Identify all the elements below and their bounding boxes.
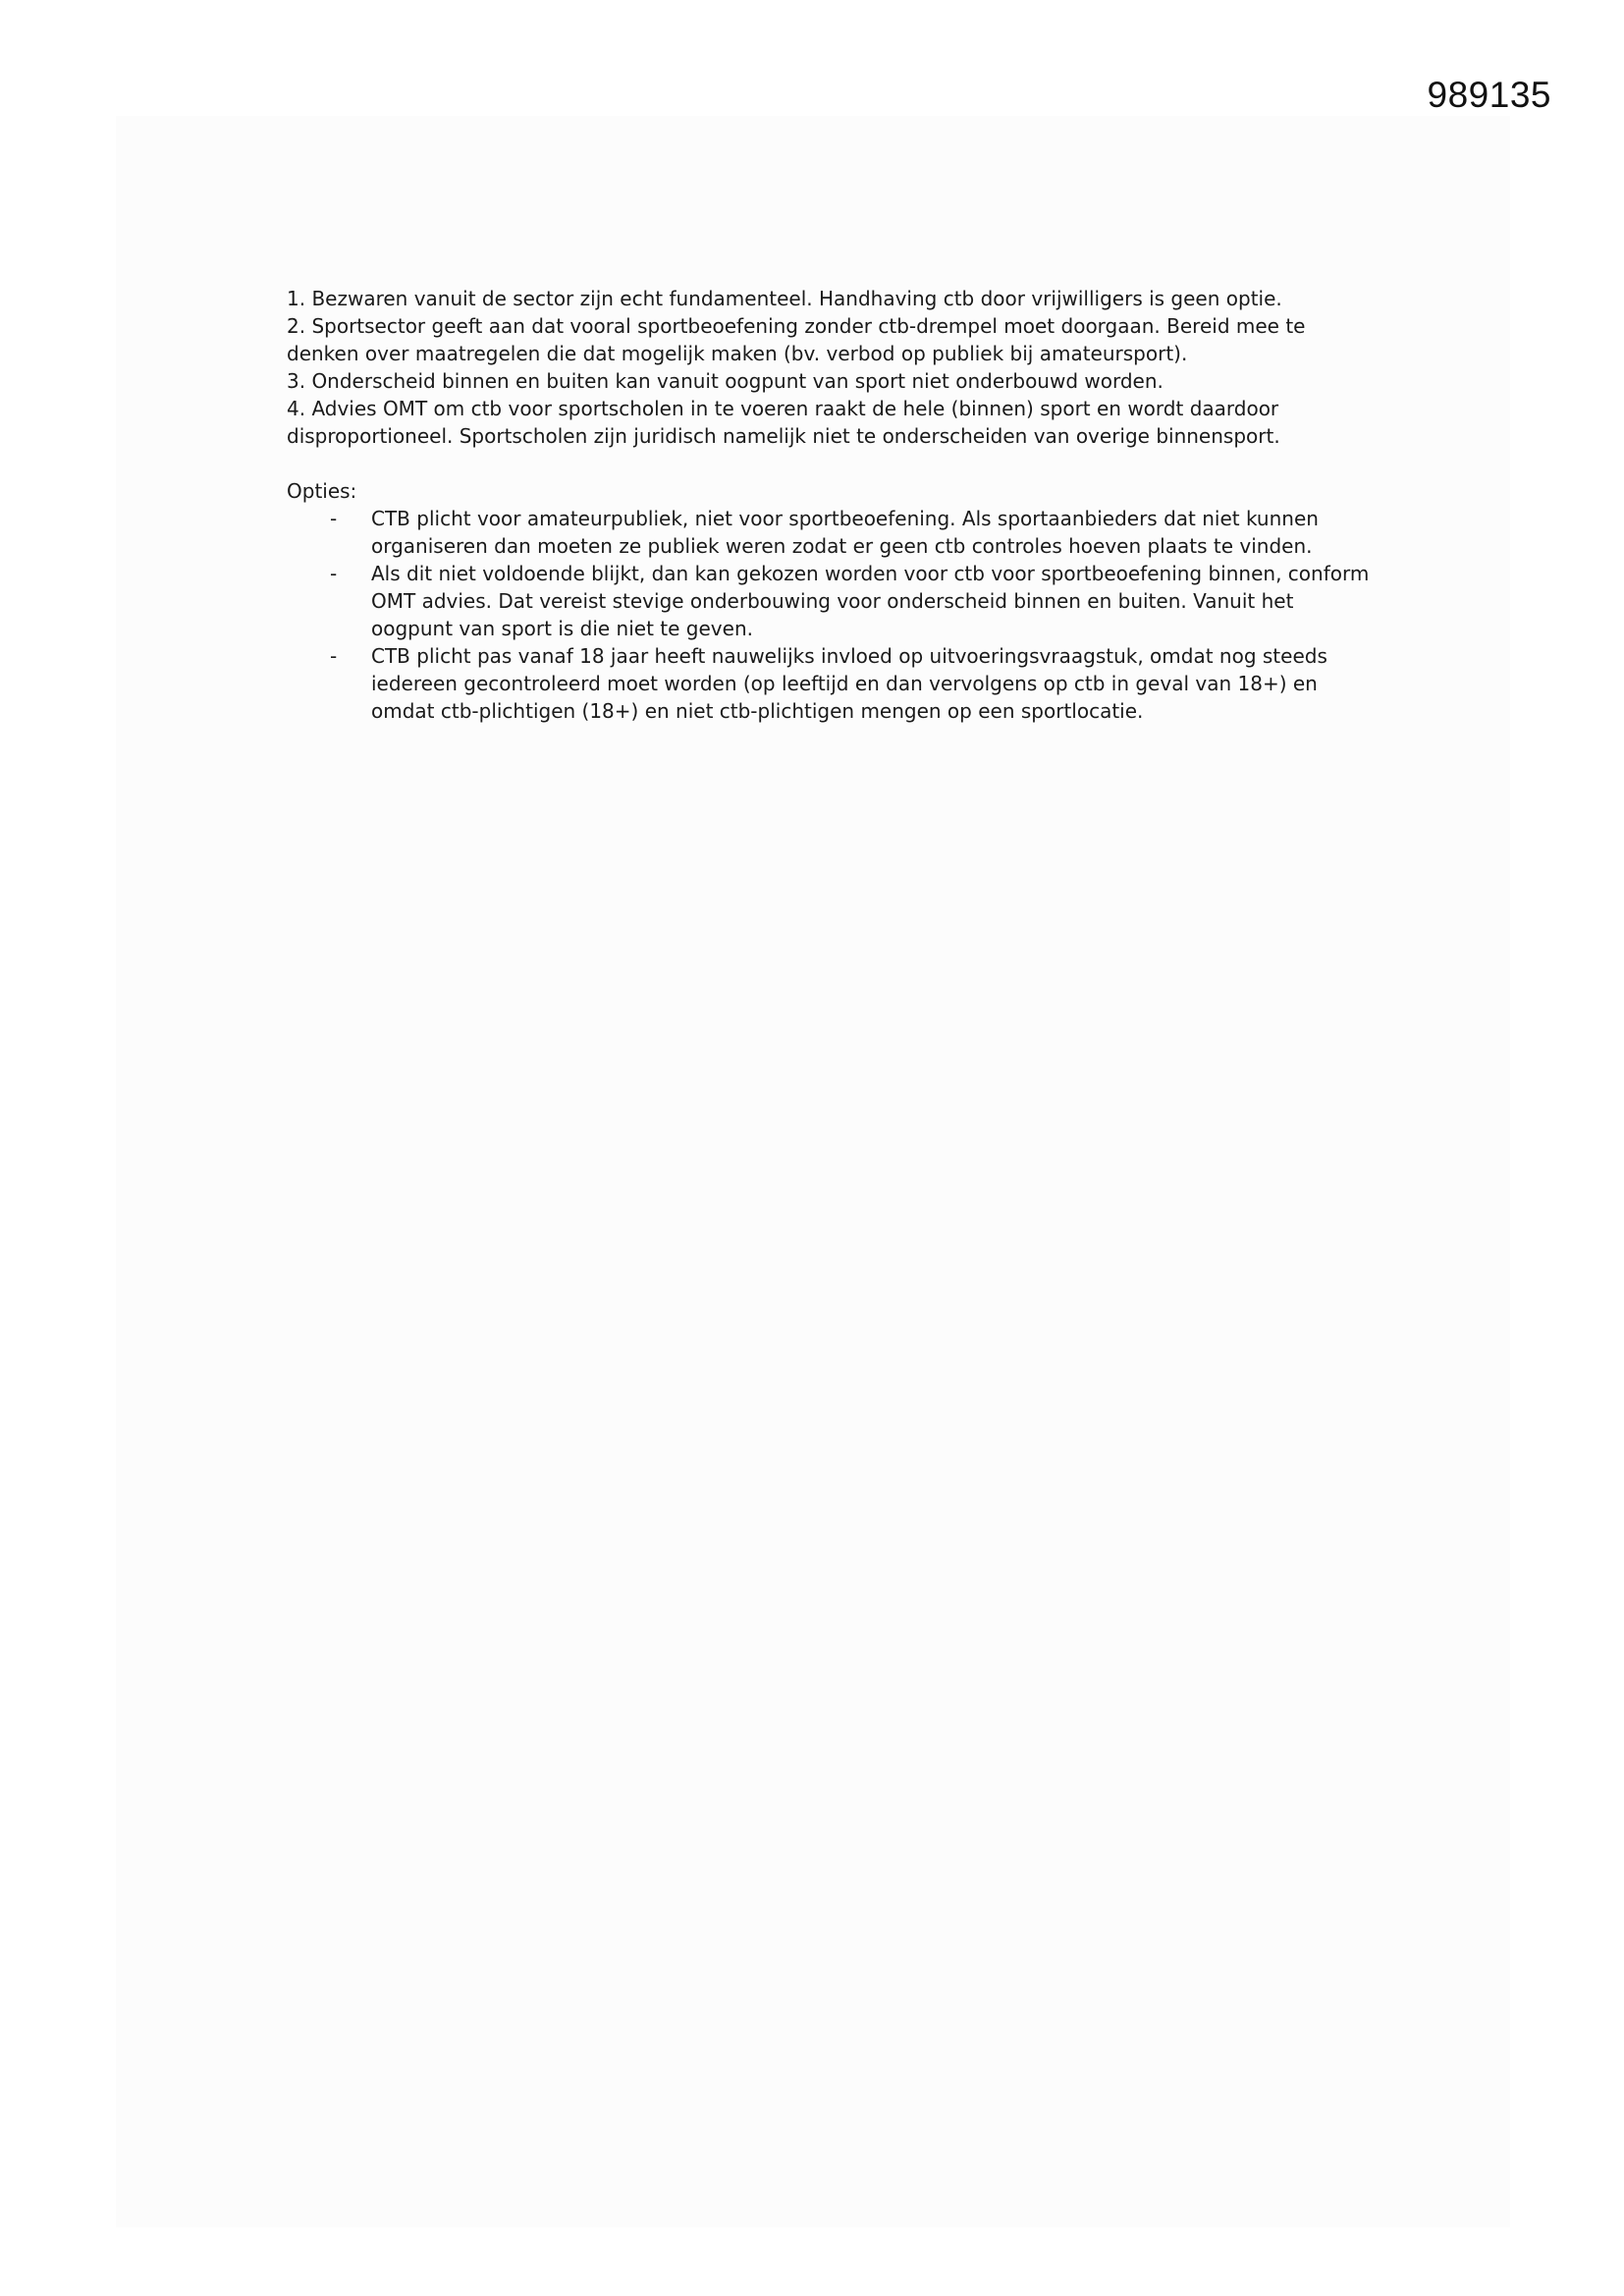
document-number: 989135 [1427,75,1551,115]
point-1: 1. Bezwaren vanuit de sector zijn echt fundamenteel. Handhaving ctb door vrijwilligers is geen optie. [287,287,1282,310]
option-item [287,560,1377,642]
bullet-dash: - [330,562,338,585]
document-body [287,285,1377,725]
option-text: CTB plicht voor amateurpubliek, niet voor sportbeoefening. Als sportaanbieders dat niet kunnen organiseren dan moeten ze publiek weren zodat er geen ctb controles hoeven plaats te vinden. [371,507,1319,558]
option-text: Als dit niet voldoende blijkt, dan kan gekozen worden voor ctb voor sportbeoefening binnen, conform OMT advies. Dat vereist stevige onderbouwing voor onderscheid binnen en buiten. Vanuit het oogpunt van sport is die niet te geven. [371,562,1370,640]
option-text: CTB plicht pas vanaf 18 jaar heeft nauwelijks invloed op uitvoeringsvraagstuk, omdat nog steeds iedereen gecontroleerd moet worden (op leeftijd en dan vervolgens op ctb in geval van 18+) en omdat ctb-plichtigen (18+) en niet ctb-plichtigen mengen op een sportlocatie. [371,644,1327,723]
point-4: 4. Advies OMT om ctb voor sportscholen in te voeren raakt de hele (binnen) sport en wordt daardoor disproportioneel. Sportscholen zijn juridisch namelijk niet te onderscheiden van overige binnensport. [287,397,1280,448]
options-section [287,477,1377,725]
bullet-dash: - [330,644,338,668]
option-item [287,505,1377,560]
point-2: 2. Sportsector geeft aan dat vooral sportbeoefening zonder ctb-drempel moet doorgaan. Bereid mee te denken over maatregelen die dat mogelijk maken (bv. verbod op publiek bij amateursport). [287,314,1306,365]
options-heading: Opties: [287,479,357,503]
option-item [287,642,1377,725]
numbered-points [287,285,1377,450]
point-3: 3. Onderscheid binnen en buiten kan vanuit oogpunt van sport niet onderbouwd worden. [287,369,1164,393]
options-list [287,505,1377,725]
bullet-dash: - [330,507,338,530]
